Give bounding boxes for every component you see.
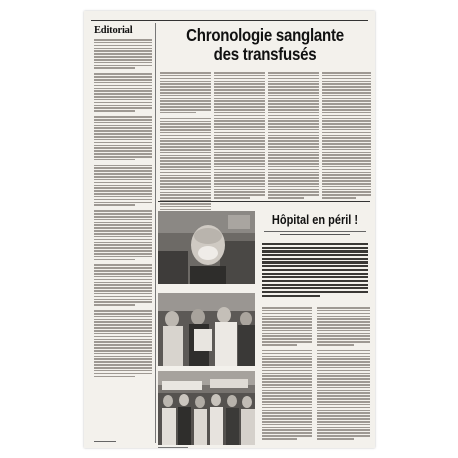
photo-crowd-banner <box>158 371 255 445</box>
main-headline-line2: des transfusés <box>213 44 317 64</box>
photo-demonstration <box>158 293 255 366</box>
secondary-headline: Hôpital en péril ! <box>271 213 359 227</box>
newspaper-page <box>84 11 375 448</box>
article-column-2 <box>317 307 370 441</box>
chronology-column-4 <box>322 72 371 200</box>
top-rule <box>91 20 368 21</box>
main-headline <box>173 26 357 64</box>
chronology-column-2 <box>214 72 265 200</box>
editorial-heading: Editorial <box>94 25 133 36</box>
article-column-1 <box>262 307 312 441</box>
photo-credit <box>158 447 188 448</box>
section-rule <box>158 201 370 202</box>
chronology-column-1 <box>160 72 211 214</box>
editorial-body <box>94 39 152 378</box>
chronology-column-3 <box>268 72 319 200</box>
column-divider <box>155 23 156 443</box>
main-headline-line1: Chronologie sanglante <box>186 25 344 45</box>
byline <box>280 234 350 235</box>
article-lead-paragraph <box>262 243 368 298</box>
author-signature <box>94 441 116 442</box>
secondary-headline-rule <box>264 231 366 232</box>
photo-masked-worker <box>158 211 255 284</box>
